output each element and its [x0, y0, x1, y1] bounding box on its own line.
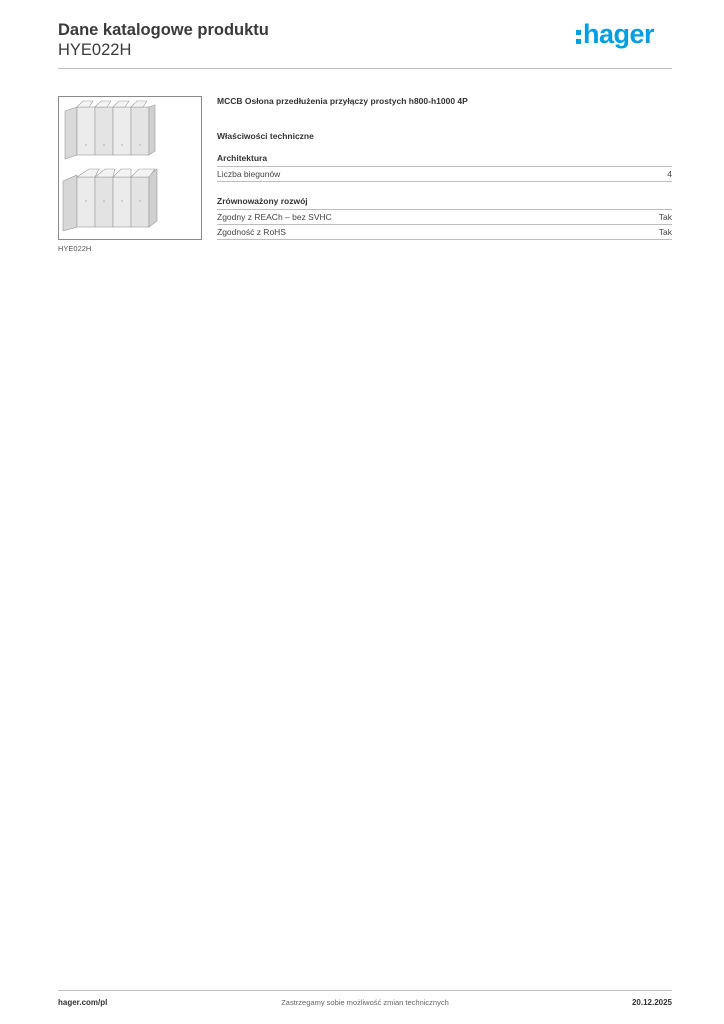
logo-dots-icon	[576, 27, 582, 45]
page-footer	[58, 998, 672, 1010]
property-value: Tak	[658, 227, 672, 237]
hager-logo	[576, 20, 654, 48]
product-name: MCCB Osłona przedłużenia przyłączy prostych h800-h1000 4P	[217, 96, 468, 106]
technical-properties-heading: Właściwości techniczne	[217, 131, 314, 141]
image-caption: HYE022H	[58, 244, 92, 253]
footer-divider	[58, 990, 672, 991]
header-divider	[58, 68, 672, 69]
property-label: Liczba biegunów	[217, 169, 281, 179]
property-group-architecture	[217, 153, 672, 182]
logo-text: hager	[582, 19, 654, 49]
document-title: Dane katalogowe produktu	[58, 21, 269, 39]
page-header	[58, 20, 672, 68]
terminal-cover-illustration	[59, 97, 201, 239]
product-code: HYE022H	[58, 41, 132, 59]
product-image	[58, 96, 202, 240]
footer-date: 20.12.2025	[631, 998, 672, 1007]
property-value: Tak	[658, 212, 672, 222]
property-value: 4	[667, 169, 672, 179]
property-group-sustainability	[217, 196, 672, 240]
footer-disclaimer: Zastrzegamy sobie możliwość zmian technicznych	[281, 998, 449, 1007]
property-label: Zgodny z REACh – bez SVHC	[217, 212, 332, 222]
property-group-title: Architektura	[217, 153, 672, 167]
property-row	[217, 210, 672, 225]
property-group-title: Zrównoważony rozwój	[217, 196, 672, 210]
footer-website-link[interactable]: hager.com/pl	[58, 998, 108, 1007]
product-details	[217, 96, 672, 240]
property-row	[217, 225, 672, 240]
property-label: Zgodność z RoHS	[217, 227, 286, 237]
property-row	[217, 167, 672, 182]
